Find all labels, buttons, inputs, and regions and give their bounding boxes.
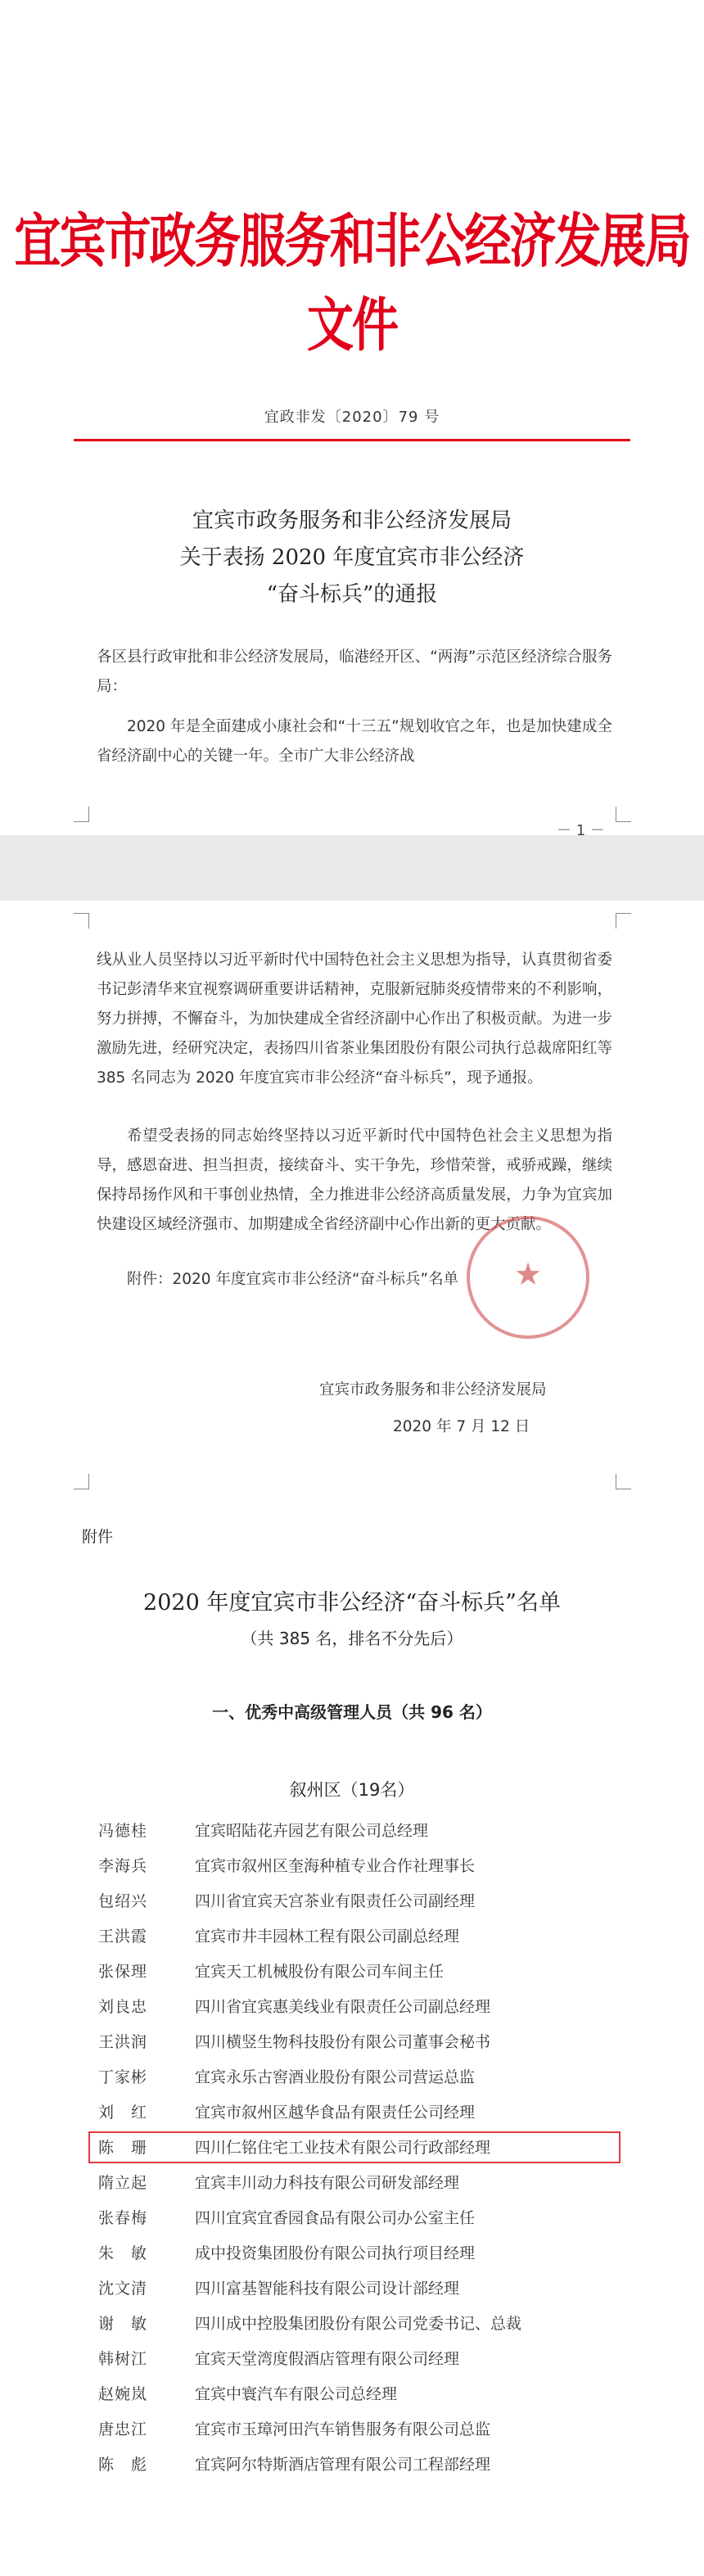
honoree-name: 隋立起 bbox=[98, 2174, 148, 2192]
honoree-org: 宜宾天工机械股份有限公司车间主任 bbox=[195, 1963, 445, 1981]
list-item bbox=[98, 2307, 639, 2342]
honoree-org: 宜宾中寰汽车有限公司总经理 bbox=[195, 2385, 398, 2403]
honoree-name: 张保理 bbox=[98, 1963, 148, 1981]
honoree-name: 刘良忠 bbox=[98, 1998, 148, 2016]
honoree-name: 陈 彪 bbox=[98, 2456, 148, 2474]
honoree-name: 王洪润 bbox=[98, 2033, 148, 2051]
honoree-org: 成中投资集团股份有限公司执行项目经理 bbox=[195, 2244, 476, 2262]
honoree-name: 唐忠江 bbox=[98, 2420, 148, 2438]
district-heading: 叙州区（19名） bbox=[289, 1780, 415, 1800]
list-item bbox=[98, 1990, 639, 2025]
honoree-org: 四川成中控股集团股份有限公司党委书记、总裁 bbox=[195, 2315, 522, 2333]
honoree-org: 宜宾市玉璋河田汽车销售服务有限公司总监 bbox=[195, 2420, 491, 2438]
honoree-org: 宜宾天堂湾度假酒店管理有限公司经理 bbox=[195, 2350, 460, 2368]
recipients-paragraph: 各区县行政审批和非公经济发展局，临港经开区、“两海”示范区经济综合服务局： bbox=[97, 649, 612, 695]
list-subtitle: （共 385 名，排名不分先后） bbox=[241, 1629, 463, 1648]
page-gap bbox=[0, 835, 704, 901]
honoree-name: 包绍兴 bbox=[98, 1892, 148, 1910]
crop-mark bbox=[74, 1474, 89, 1489]
list-item bbox=[98, 1955, 639, 1990]
notice-title-line-3: “奋斗标兵”的通报 bbox=[266, 582, 438, 607]
honoree-org: 四川省宜宾惠美线业有限责任公司副总经理 bbox=[195, 1998, 491, 2016]
honoree-name: 丁家彬 bbox=[98, 2068, 148, 2086]
document-header-title: 宜宾市政务服务和非公经济发展局文件 bbox=[14, 207, 690, 359]
honoree-org: 宜宾市叙州区奎海种植专业合作社理事长 bbox=[195, 1857, 476, 1875]
list-item bbox=[98, 2166, 639, 2201]
page-number: － 1 － bbox=[557, 822, 605, 839]
list-item bbox=[98, 1919, 639, 1955]
crop-mark bbox=[616, 807, 631, 822]
highlighted-list-item bbox=[98, 2131, 639, 2166]
list-item bbox=[98, 2447, 639, 2483]
honoree-name: 朱 敏 bbox=[98, 2244, 148, 2262]
body-paragraph-continued: 线从业人员坚持以习近平新时代中国特色社会主义思想为指导，认真贯彻省委书记彭清华来宜视察调研重要讲话精神，克服新冠肺炎疫情带来的不利影响，努力拼搏，不懈奋斗，为加快建成全省经济副中心作出了积极贡献。为进一步激励先进，经研究决定，表扬四川省茶业集团股份有限公司执行总裁席阳红等 385 名同志为 2020 年度宜宾市非公经济“奋斗标兵”，现予通报。 bbox=[97, 951, 612, 1087]
honoree-org: 宜宾丰川动力科技有限公司研发部经理 bbox=[195, 2174, 460, 2192]
list-item bbox=[98, 2271, 639, 2307]
crop-mark bbox=[74, 807, 89, 822]
signature: 宜宾市政务服务和非公经济发展局 bbox=[319, 1381, 547, 1399]
honoree-org: 四川宜宾宜香园食品有限公司办公室主任 bbox=[195, 2209, 476, 2227]
honoree-org: 宜宾昭陆花卉园艺有限公司总经理 bbox=[195, 1822, 429, 1840]
list-item bbox=[98, 1814, 639, 1849]
list-item bbox=[98, 2060, 639, 2095]
signature-date: 2020 年 7 月 12 日 bbox=[393, 1418, 530, 1435]
honoree-org: 四川横竖生物科技股份有限公司董事会秘书 bbox=[195, 2033, 491, 2051]
honoree-name: 刘 红 bbox=[98, 2104, 148, 2122]
honoree-org: 四川省宜宾天宫茶业有限责任公司副经理 bbox=[195, 1892, 476, 1910]
header-red-line bbox=[74, 439, 630, 441]
honoree-org: 四川富基智能科技有限公司设计部经理 bbox=[195, 2280, 460, 2298]
list-item bbox=[98, 2025, 639, 2060]
crop-mark bbox=[616, 1474, 631, 1489]
list-item bbox=[98, 1884, 639, 1919]
notice-title-line-1: 宜宾市政务服务和非公经济发展局 bbox=[192, 508, 512, 533]
list-item bbox=[98, 2342, 639, 2377]
honoree-name: 冯德桂 bbox=[98, 1822, 148, 1840]
honoree-list bbox=[98, 1814, 639, 2483]
honoree-name: 赵婉岚 bbox=[98, 2385, 148, 2403]
honoree-org: 四川仁铭住宅工业技术有限公司行政部经理 bbox=[195, 2139, 491, 2157]
honoree-org: 宜宾市井丰园林工程有限公司副总经理 bbox=[195, 1927, 460, 1946]
list-item bbox=[98, 2095, 639, 2131]
list-item bbox=[98, 2201, 639, 2236]
honoree-org: 宜宾市叙州区越华食品有限责任公司经理 bbox=[195, 2104, 476, 2122]
honoree-name: 张春梅 bbox=[98, 2209, 148, 2227]
list-item bbox=[98, 2236, 639, 2271]
section-title: 一、优秀中高级管理人员（共 96 名） bbox=[212, 1702, 492, 1722]
body-paragraph-1: 2020 年是全面建成小康社会和“十三五”规划收官之年，也是加快建成全省经济副中心的关键一年。全市广大非公经济战 bbox=[97, 718, 612, 765]
list-item bbox=[98, 2377, 639, 2412]
list-item bbox=[98, 1849, 639, 1884]
list-title: 2020 年度宜宾市非公经济“奋斗标兵”名单 bbox=[143, 1590, 561, 1616]
honoree-name: 陈 珊 bbox=[98, 2139, 148, 2157]
honoree-name: 谢 敏 bbox=[98, 2315, 148, 2333]
honoree-name: 李海兵 bbox=[98, 1857, 148, 1875]
honoree-org: 宜宾永乐古窖酒业股份有限公司营运总监 bbox=[195, 2068, 476, 2086]
honoree-name: 沈文清 bbox=[98, 2280, 148, 2298]
seal-star-icon: ★ bbox=[513, 1256, 543, 1292]
body-paragraph-hope: 希望受表扬的同志始终坚持以习近平新时代中国特色社会主义思想为指导，感恩奋进、担当担责，接续奋斗、实干争先，珍惜荣誉，戒骄戒躁，继续保持昂扬作风和干事创业热情，全力推进非公经济高质量发展，力争为宜宾加快建设区域经济强市、加期建成全省经济副中心作出新的更大贡献。 bbox=[97, 1128, 612, 1233]
honoree-org: 宜宾阿尔特斯酒店管理有限公司工程部经理 bbox=[195, 2456, 491, 2474]
notice-title-line-2: 关于表扬 2020 年度宜宾市非公经济 bbox=[179, 545, 525, 570]
honoree-name: 王洪霞 bbox=[98, 1927, 148, 1946]
crop-mark bbox=[74, 913, 89, 929]
attachment-line: 附件：2020 年度宜宾市非公经济“奋斗标兵”名单 bbox=[127, 1271, 459, 1288]
attachment-label: 附件 bbox=[82, 1528, 114, 1546]
crop-mark bbox=[616, 913, 631, 929]
official-seal bbox=[467, 1216, 589, 1339]
list-item bbox=[98, 2412, 639, 2447]
document-number: 宜政非发〔2020〕79 号 bbox=[264, 409, 440, 426]
honoree-name: 韩树江 bbox=[98, 2350, 148, 2368]
